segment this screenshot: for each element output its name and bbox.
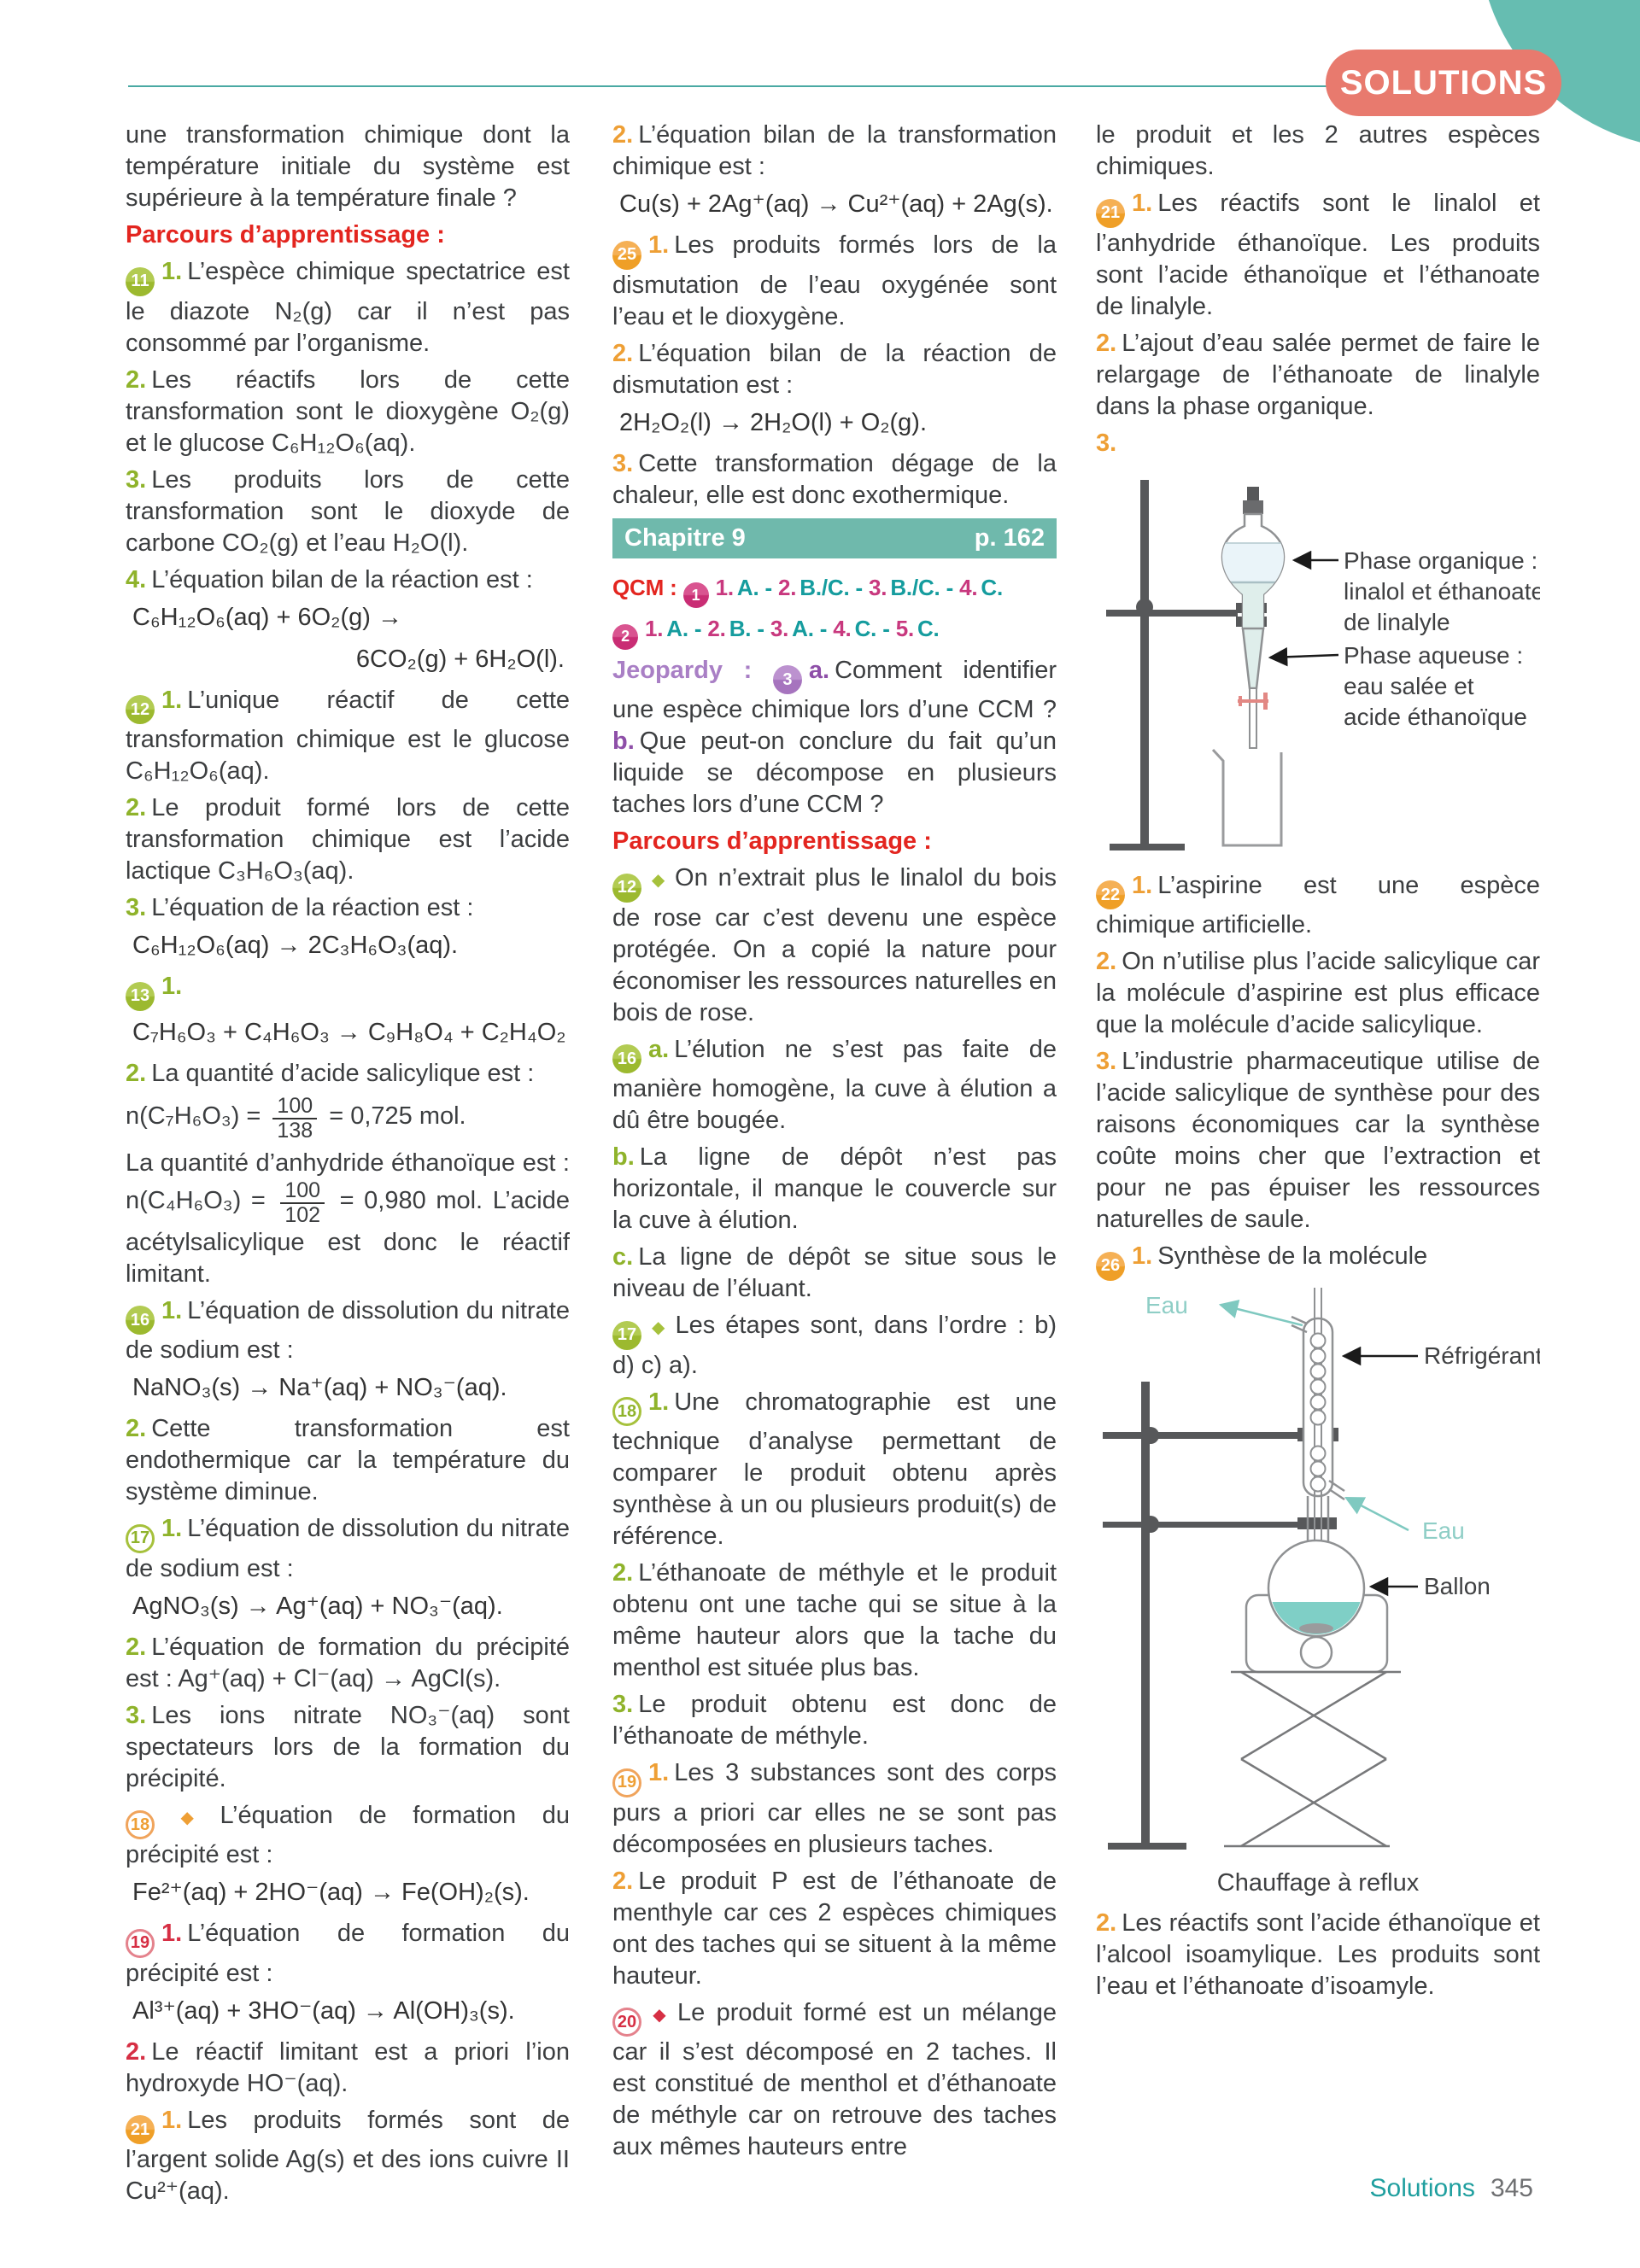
item-badge: 19 [612, 1768, 641, 1797]
paragraph [126, 1095, 570, 1143]
item-badge: 18 [126, 1810, 155, 1839]
paragraph [126, 2037, 570, 2100]
item-number: 4. [126, 565, 147, 593]
equation-line: Fe²⁺(aq) + 2HO⁻(aq) → Fe(OH)₂(s). [132, 1879, 530, 1906]
column-left [126, 120, 570, 2212]
text-run: Une chromatographie est une technique d’analyse permettant de comparer le produit obtenu après synthèse à un ou plusieurs produit(s) de référence. [612, 1388, 1057, 1550]
item-number: a. [808, 656, 830, 684]
bullet-diamond-icon: ◆ [648, 1318, 669, 1337]
item-badge: 12 [126, 695, 155, 724]
section-label: QCM : [612, 574, 683, 600]
paragraph [612, 1310, 1057, 1382]
item-number: 2. [612, 121, 634, 149]
equation-line: C₆H₁₂O₆(aq) → 2C₃H₆O₃(aq). [132, 932, 459, 959]
label-phase-organique-1: Phase organique : [1344, 547, 1538, 574]
label-refrigerant: Réfrigérant [1424, 1342, 1540, 1369]
text-run: Les réactifs lors de cette transformation sont le dioxygène O₂(g) et le glucose C₆H₁₂O₆(aq). [126, 365, 570, 457]
paragraph [612, 1558, 1057, 1684]
bullet-diamond-icon: ◆ [161, 1808, 214, 1827]
page-title: SOLUTIONS [1339, 63, 1548, 102]
paragraph [126, 1513, 570, 1585]
paragraph [1096, 1241, 1540, 1281]
paragraph [1096, 1908, 1540, 2002]
text-run: Le produit formé lors de cette transformation chimique est l’acide lactique C₃H₆O₃(aq). [126, 794, 570, 885]
item-badge: 3 [773, 665, 802, 694]
item-number: 1. [161, 1515, 183, 1542]
paragraph [612, 1689, 1057, 1752]
separator: - [758, 574, 778, 600]
separating-funnel-svg [1096, 465, 1540, 857]
paragraph [612, 1034, 1057, 1137]
paragraph [126, 219, 570, 251]
text-run: L’ajout d’eau salée permet de faire le relargage de l’éthanoate de linalyle dans la phase organique. [1096, 329, 1540, 420]
text-run: Les produits lors de cette transformation sont le dioxyde de carbone CO₂(g) et l’eau H₂O(l). [126, 465, 570, 557]
item-number: 1. [645, 616, 664, 641]
separator: - [849, 574, 870, 600]
text-run: le produit et les 2 autres espèces chimiques. [1096, 121, 1540, 180]
paragraph [612, 826, 1057, 857]
paragraph [126, 1632, 570, 1695]
paragraph [612, 862, 1057, 1029]
text-run: L’équation bilan de la réaction est : [151, 565, 533, 593]
paragraph [126, 1148, 570, 1290]
text-run: Comment identifier une espèce chimique lors d’une CCM ? [612, 656, 1057, 723]
item-badge: 26 [1096, 1252, 1125, 1281]
item-number: 3. [1096, 1048, 1117, 1075]
item-number: 2. [1096, 1909, 1117, 1937]
paragraph [1096, 1046, 1540, 1236]
paragraph [126, 1700, 570, 1795]
item-badge: 20 [612, 2008, 641, 2037]
item-number: 3. [1096, 429, 1117, 457]
text-run: La quantité d’anhydride éthanoïque est : n(C₄H₆O₃) = [126, 1149, 570, 1214]
item-number: 2. [126, 1415, 147, 1442]
item-number: 2. [126, 365, 147, 394]
paragraph [1096, 328, 1540, 423]
funnel-liquids [1221, 543, 1287, 632]
paragraph [126, 1800, 570, 1872]
lab-jack [1224, 1672, 1401, 1846]
item-number: 5. [895, 616, 914, 641]
item-number: 2. [612, 1559, 634, 1587]
label-phase-organique-3: de linalyle [1344, 608, 1450, 635]
answer: A. [736, 574, 759, 600]
arrow-water-in [1346, 1498, 1409, 1530]
item-badge: 13 [126, 982, 155, 1011]
paragraph [612, 572, 1057, 609]
item-number: 1. [161, 1296, 183, 1324]
label-ballon: Ballon [1424, 1572, 1491, 1599]
text-run: Le produit P est de l’éthanoate de menthyle car ces 2 espèces chimiques ont des taches qui se situent à la même hauteur. [612, 1867, 1057, 1990]
text-run: L’éthanoate de méthyle et le produit obtenu ont une tache qui se situe à la même hauteur alors que la tache du menthol est située plus bas. [612, 1559, 1057, 1681]
paragraph [612, 1142, 1057, 1236]
paragraph [612, 1997, 1057, 2164]
item-number: 3. [126, 894, 147, 921]
fraction [272, 1095, 317, 1143]
beaker [1213, 750, 1281, 845]
text-run: Que peut-on conclure du fait qu’un liquide se décompose en plusieurs taches lors d’une CCM ? [612, 728, 1057, 818]
paragraph [126, 2105, 570, 2208]
paragraph [126, 792, 570, 887]
item-badge: 12 [612, 874, 641, 903]
separator: - [688, 616, 708, 641]
text-run: L’équation bilan de la réaction de dismutation est : [612, 339, 1057, 399]
bullet-diamond-icon: ◆ [648, 2005, 671, 2025]
paragraph [126, 1058, 570, 1090]
paragraph [612, 1387, 1057, 1553]
item-badge: 16 [612, 1044, 641, 1073]
separator: - [813, 616, 834, 641]
equation-line: AgNO₃(s) → Ag⁺(aq) + NO₃⁻(aq). [132, 1592, 503, 1620]
item-badge: 21 [126, 2115, 155, 2144]
section-label: Parcours d’apprentissage : [612, 827, 932, 855]
label-phase-aqueuse-2: eau salée et [1344, 672, 1474, 699]
item-number: 2. [126, 1059, 147, 1087]
text-run: Cette transformation dégage de la chaleur, elle est donc exothermique. [612, 449, 1057, 509]
answer: B./C. [800, 574, 850, 600]
item-number: 1. [161, 258, 183, 285]
text-run: L’équation de formation du précipité est : Ag⁺(aq) + Cl⁻(aq) → AgCl(s). [126, 1633, 570, 1692]
text-run: L’élution ne s’est pas faite de manière homogène, la cuve à élution a dû être bougée. [612, 1035, 1057, 1134]
item-number: 1. [161, 686, 183, 714]
equation-line: C₇H₆O₃ + C₄H₆O₃ → C₉H₈O₄ + C₂H₄O₂ [132, 1018, 566, 1046]
text-run: Les 3 substances sont des corps purs a priori car elles ne se sont pas décomposées en plusieurs taches. [612, 1759, 1057, 1858]
label-phase-aqueuse-3: acide éthanoïque [1344, 703, 1527, 730]
item-badge: 17 [126, 1524, 155, 1553]
paragraph [1096, 188, 1540, 323]
item-badge: 22 [1096, 880, 1125, 909]
section-label: Parcours d’apprentissage : [126, 221, 445, 248]
item-number: 2. [126, 1633, 147, 1661]
item-number: 3. [770, 616, 789, 641]
item-number: b. [612, 1143, 635, 1171]
item-number: 2. [707, 616, 726, 641]
paragraph [1096, 946, 1540, 1041]
label-eau-bottom: Eau [1422, 1517, 1465, 1544]
paragraph [612, 448, 1057, 511]
text-run: L’équation de dissolution du nitrate de sodium est : [126, 1515, 570, 1582]
page-title-badge [1326, 50, 1561, 116]
text-run: n(C₇H₆O₃) = [126, 1102, 268, 1130]
paragraph [126, 1295, 570, 1367]
separator: - [751, 616, 770, 641]
paragraph [1096, 870, 1540, 942]
item-number: 2. [612, 339, 634, 367]
text-run: On n’extrait plus le linalol du bois de rose car c’est devenu une espèce protégée. On a copié la nature pour économiser les ressources naturelles en bois de rose. [612, 864, 1057, 1026]
paragraph [126, 1918, 570, 1990]
fraction [280, 1179, 325, 1227]
text-run: L’industrie pharmaceutique utilise de l’acide salicylique de synthèse pour des raisons économiques car la synthèse coûte moins cher que l’extraction et pour ne pas épuiser les ressources naturelles de saule. [1096, 1048, 1540, 1233]
item-number: 4. [833, 616, 852, 641]
text-run: La quantité d’acide salicylique est : [151, 1059, 535, 1087]
label-phase-organique-2: linalol et éthanoate [1344, 577, 1540, 605]
text-run: Cette transformation est endothermique car la température du système diminue. [126, 1415, 570, 1505]
diagram-caption: Chauffage à reflux [1216, 1868, 1420, 1897]
text-run: Synthèse de la molécule [1157, 1242, 1428, 1270]
equation-line: Cu(s) + 2Ag⁺(aq) → Cu²⁺(aq) + 2Ag(s). [619, 190, 1053, 218]
paragraph [126, 892, 570, 924]
answer: A. [792, 616, 814, 641]
stopper-icon [1247, 487, 1259, 502]
funnel-tube [1250, 688, 1256, 748]
item-badge: 16 [126, 1306, 155, 1335]
item-number: 2. [1096, 948, 1117, 975]
page-reference: p. 162 [974, 523, 1045, 552]
text-run: On n’utilise plus l’acide salicylique car la molécule d’aspirine est plus efficace que la molécule d’acide salicylique. [1096, 948, 1540, 1038]
fraction-numerator: 100 [280, 1179, 325, 1204]
item-number: b. [612, 728, 635, 755]
fraction-denominator: 102 [284, 1202, 321, 1227]
item-number: 4. [959, 574, 978, 600]
condenser [1292, 1288, 1344, 1546]
equation-line: Al³⁺(aq) + 3HO⁻(aq) → Al(OH)₃(s). [132, 1996, 515, 2025]
paragraph [612, 1242, 1057, 1305]
bullet-diamond-icon: ◆ [648, 871, 669, 890]
equation-line: NaNO₃(s) → Na⁺(aq) + NO₃⁻(aq). [132, 1374, 507, 1401]
item-badge: 1 [683, 582, 709, 608]
item-number: 1. [715, 574, 734, 600]
answer: C. [854, 616, 877, 641]
item-number: 1. [161, 973, 183, 1000]
item-badge: 21 [1096, 199, 1125, 228]
text-run: = 0,725 mol. [322, 1102, 466, 1130]
footer-section-label: Solutions [1369, 2174, 1475, 2202]
item-number: 1. [648, 231, 670, 259]
text-run: Le produit formé est un mélange car il s’est décomposé en 2 taches. Il est constitué de menthol et d’éthanoate de méthyle car on retrouve des taches aux mêmes hauteurs entre [612, 1998, 1057, 2160]
text-run: La ligne de dépôt n’est pas horizontale, il manque le couvercle sur la cuve à élution. [612, 1143, 1057, 1234]
paragraph [612, 230, 1057, 333]
paragraph [126, 365, 570, 459]
section-label: Jeopardy : [612, 656, 773, 684]
answer: C. [981, 574, 1003, 600]
text-run: L’espèce chimique spectatrice est le diazote N₂(g) car il n’est pas consommé par l’organisme. [126, 258, 570, 357]
fraction-denominator: 138 [277, 1118, 313, 1143]
arrow-aqueous-phase [1270, 655, 1338, 658]
paragraph [126, 1413, 570, 1508]
paragraph [126, 465, 570, 559]
item-number: 2. [778, 574, 797, 600]
funnel-cone [1243, 628, 1263, 688]
item-badge: 19 [126, 1929, 155, 1958]
text-run: L’équation de dissolution du nitrate de sodium est : [126, 1296, 570, 1364]
item-number: c. [612, 1243, 634, 1271]
answer: B. [729, 616, 752, 641]
text-run: L’équation de la réaction est : [151, 894, 474, 921]
stopper-base [1243, 500, 1263, 514]
text-run: Les produits formés sont de l’argent solide Ag(s) et des ions cuivre II Cu²⁺(aq). [126, 2106, 570, 2205]
item-number: 3. [126, 465, 147, 494]
equation-line: 6CO₂(g) + 6H₂O(l). [355, 645, 565, 673]
item-badge: 2 [612, 624, 638, 650]
page-footer [1096, 2174, 1533, 2203]
paragraph [612, 120, 1057, 183]
equation-line: C₆H₁₂O₆(aq) + 6O₂(g) → [132, 603, 402, 631]
funnel-glass [1221, 487, 1287, 748]
item-number: a. [648, 1035, 670, 1063]
arrow-water-out [1221, 1305, 1303, 1325]
item-badge: 25 [612, 241, 641, 270]
mantle-dial-icon [1301, 1637, 1332, 1668]
item-number: 1. [648, 1388, 670, 1416]
text-run: = 0,980 mol. L’acide acétylsalicylique est donc le réactif limitant. [126, 1186, 570, 1288]
text-run: L’aspirine est une espèce chimique artificielle. [1096, 871, 1540, 938]
label-eau-top: Eau [1145, 1291, 1188, 1318]
item-number: 3. [612, 1691, 634, 1718]
paragraph [126, 685, 570, 788]
paragraph [126, 256, 570, 359]
paragraph [612, 1757, 1057, 1861]
item-number: 1. [1132, 871, 1153, 899]
item-number: 3. [612, 449, 634, 477]
label-phase-aqueuse-1: Phase aqueuse : [1344, 641, 1524, 669]
chapter-band [612, 518, 1057, 558]
text-run: L’équation bilan de la transformation chimique est : [612, 121, 1057, 180]
paragraph [1096, 428, 1540, 459]
item-number: 2. [126, 794, 147, 821]
text-run: L’équation de formation du précipité est : [126, 1920, 570, 1987]
item-number: 1. [648, 1759, 670, 1786]
paragraph [126, 971, 570, 1011]
item-number: 1. [1132, 190, 1153, 217]
footer-page-number: 345 [1490, 2174, 1533, 2202]
text-run: Les étapes sont, dans l’ordre : b) d) c) a). [612, 1312, 1057, 1379]
text-run: Le réactif limitant est a priori l’ion hydroxyde HO⁻(aq). [126, 2037, 570, 2097]
text-run: une transformation chimique dont la température initiale du système est supérieure à la température finale ? [126, 121, 570, 212]
separator: - [940, 574, 960, 600]
text-run: Les réactifs sont le linalol et l’anhydride éthanoïque. Les produits sont l’acide éthanoïque et l’éthanoate de linalyle. [1096, 190, 1540, 320]
item-number: 2. [612, 1867, 634, 1895]
fraction-numerator: 100 [272, 1095, 317, 1119]
text-run: L’unique réactif de cette transformation chimique est le glucose C₆H₁₂O₆(aq). [126, 686, 570, 785]
equation-line: 2H₂O₂(l) → 2H₂O(l) + O₂(g). [619, 408, 928, 436]
text-run: La ligne de dépôt se situe sous le niveau de l’éluant. [612, 1243, 1057, 1302]
column-middle [612, 120, 1057, 2168]
paragraph [126, 564, 570, 596]
paragraph [612, 1866, 1057, 1992]
paragraph [612, 338, 1057, 401]
separator: - [876, 616, 896, 641]
paragraph [612, 613, 1057, 650]
reflux-diagram [1096, 1286, 1540, 1861]
paragraph [1096, 120, 1540, 183]
chapter-label: Chapitre 9 [624, 523, 746, 552]
item-badge: 17 [612, 1321, 641, 1350]
item-number: 1. [1132, 1242, 1153, 1270]
paragraph [612, 655, 1057, 821]
funnel-labels [1344, 547, 1540, 730]
text-run: L’équation de formation du précipité est : [126, 1801, 570, 1868]
reflux-svg [1096, 1286, 1540, 1856]
separating-funnel-diagram [1096, 465, 1540, 862]
answer: C. [917, 616, 940, 641]
condenser-bubbles [1311, 1333, 1326, 1491]
item-badge: 11 [126, 267, 155, 296]
item-number: 3. [126, 1701, 147, 1729]
item-number: 1. [161, 1920, 183, 1947]
item-number: 1. [161, 2106, 183, 2134]
answer: B./C. [890, 574, 940, 600]
text-run: Les réactifs sont l’acide éthanoïque et l’alcool isoamylique. Les produits sont l’eau et l’éthanoate d’isoamyle. [1096, 1909, 1540, 2000]
item-number: 3. [869, 574, 887, 600]
item-number: 2. [126, 2037, 147, 2066]
column-right [1096, 120, 1540, 2008]
item-badge: 18 [612, 1397, 641, 1426]
answer: A. [666, 616, 688, 641]
item-number: 2. [1096, 329, 1117, 357]
text-run: Le produit obtenu est donc de l’éthanoate de méthyle. [612, 1691, 1057, 1750]
text-run: Les ions nitrate NO₃⁻(aq) sont spectateurs lors de la formation du précipité. [126, 1701, 570, 1792]
paragraph [126, 120, 570, 214]
text-run: Les produits formés lors de la dismutation de l’eau oxygénée sont l’eau et le dioxygène. [612, 231, 1057, 330]
header-rule [128, 85, 1331, 87]
